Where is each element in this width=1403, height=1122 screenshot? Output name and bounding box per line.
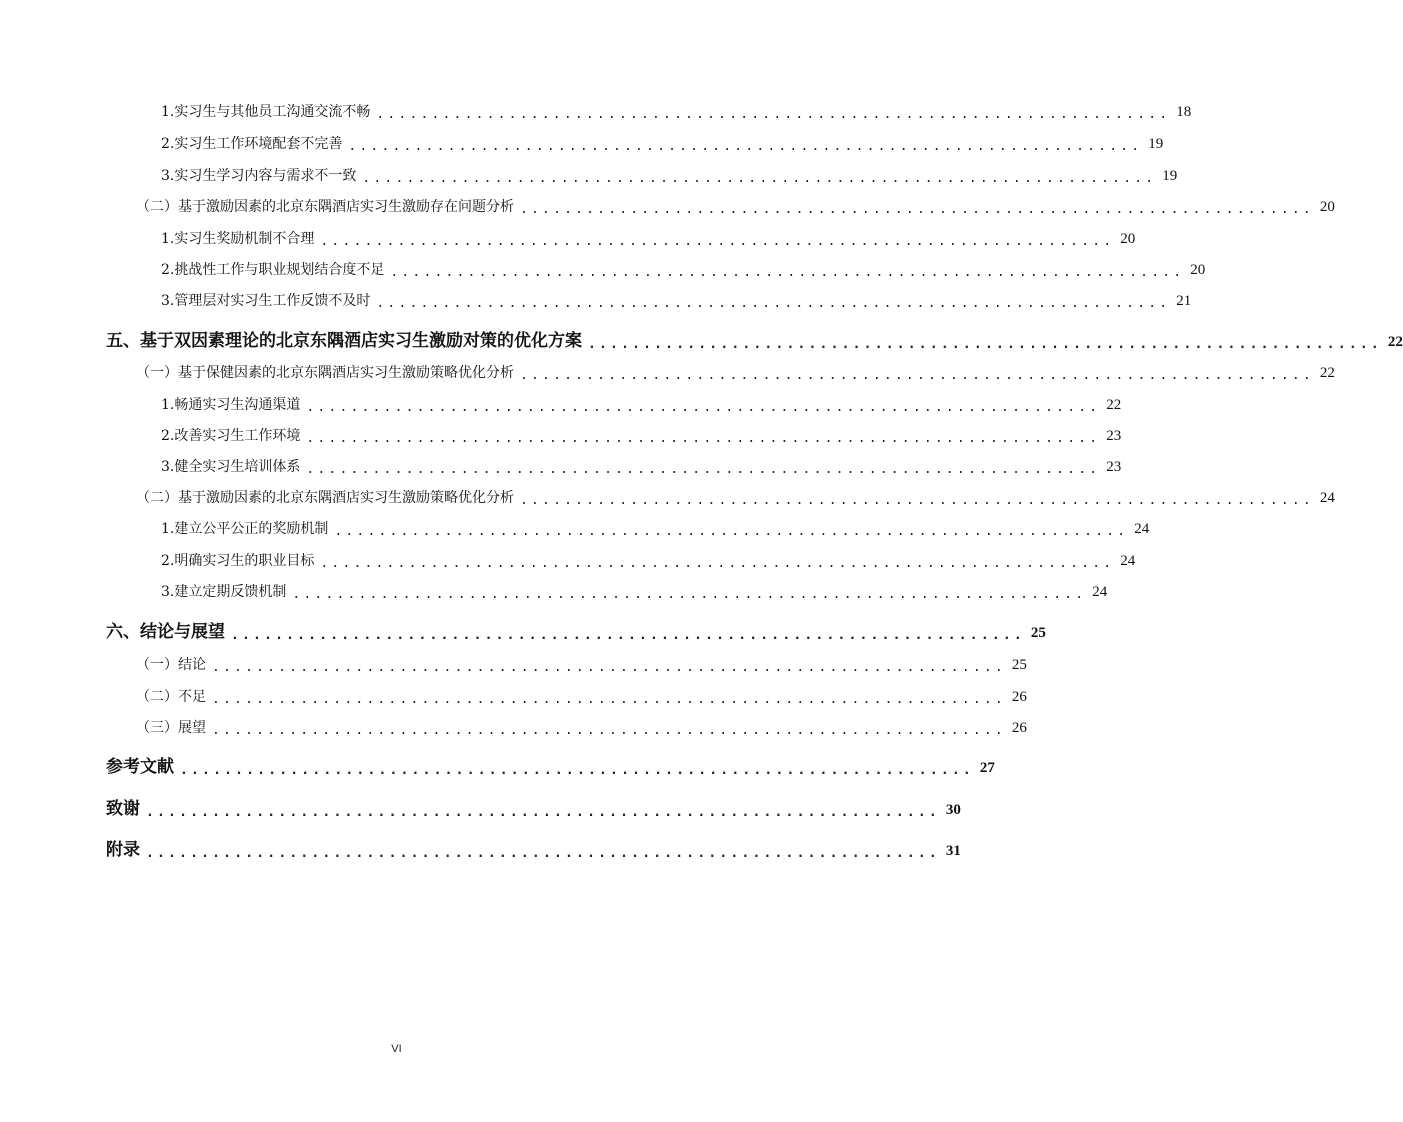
toc-page-number: 26 — [1011, 689, 1027, 705]
leader-dots: ........................................................................ — [520, 202, 1314, 217]
toc-page-number: 18 — [1176, 104, 1192, 120]
toc-entry[interactable] — [161, 228, 1136, 249]
leader-dots: ........................................................................ — [320, 556, 1115, 571]
toc-page-number: 20 — [1190, 262, 1206, 278]
leader-dots: ........................................................................ — [212, 660, 1006, 675]
leader-dots: ........................................................................ — [520, 493, 1314, 508]
toc-chapter-entry[interactable] — [106, 835, 961, 861]
toc-entry-label: （二）基于激励因素的北京东隅酒店实习生激励策略优化分析 — [136, 490, 514, 506]
toc-page-number: 24 — [1120, 553, 1136, 569]
leader-dots: ........................................................................ — [306, 462, 1101, 477]
toc-entry-label: 1.实习生与其他员工沟通交流不畅 — [161, 104, 371, 120]
toc-page-number: 22 — [1387, 334, 1403, 350]
toc-entry[interactable] — [161, 259, 1206, 280]
toc-page-number: 23 — [1106, 428, 1122, 444]
toc-page-number: 20 — [1319, 199, 1335, 215]
leader-dots: ........................................................................ — [212, 723, 1006, 738]
toc-page-number: 19 — [1148, 136, 1164, 152]
leader-dots: ........................................................................ — [376, 107, 1171, 122]
toc-entry[interactable] — [136, 362, 1335, 383]
toc-entry-label: （二）基于激励因素的北京东隅酒店实习生激励存在问题分析 — [136, 199, 514, 215]
leader-dots: ........................................................................ — [231, 628, 1025, 643]
leader-dots: ........................................................................ — [520, 368, 1314, 383]
toc-entry[interactable] — [161, 394, 1122, 415]
leader-dots: ........................................................................ — [180, 763, 974, 778]
toc-entry[interactable] — [161, 165, 1178, 186]
toc-entry-label: 1.建立公平公正的奖励机制 — [161, 521, 329, 537]
leader-dots: ........................................................................ — [390, 265, 1185, 280]
toc-entry[interactable] — [161, 550, 1136, 571]
toc-entry[interactable] — [136, 717, 1027, 738]
toc-entry-label: 1.实习生奖励机制不合理 — [161, 231, 315, 247]
leader-dots: ........................................................................ — [212, 692, 1006, 707]
leader-dots: ........................................................................ — [362, 171, 1157, 186]
toc-entry-label: 3.实习生学习内容与需求不一致 — [161, 168, 357, 184]
leader-dots: ........................................................................ — [348, 139, 1143, 154]
toc-page-number: 24 — [1134, 521, 1150, 537]
toc-entry-label: 2.实习生工作环境配套不完善 — [161, 136, 343, 152]
leader-dots: ........................................................................ — [146, 846, 940, 861]
leader-dots: ........................................................................ — [306, 400, 1101, 415]
toc-chapter-entry[interactable] — [106, 794, 961, 820]
toc-page-number: 26 — [1011, 720, 1027, 736]
toc-chapter-entry[interactable] — [106, 617, 1046, 643]
toc-page-number: 23 — [1106, 459, 1122, 475]
page-number-footer: VI — [391, 1043, 402, 1055]
toc-entry-label: 2.改善实习生工作环境 — [161, 428, 301, 444]
leader-dots: ........................................................................ — [376, 296, 1171, 311]
toc-entry-label: 3.管理层对实习生工作反馈不及时 — [161, 293, 371, 309]
leader-dots: ........................................................................ — [306, 431, 1101, 446]
toc-entry-label: 六、结论与展望 — [106, 622, 225, 642]
toc-page-number: 22 — [1106, 397, 1122, 413]
leader-dots: ........................................................................ — [292, 587, 1087, 602]
toc-page-number: 25 — [1011, 657, 1027, 673]
leader-dots: ........................................................................ — [588, 337, 1382, 352]
toc-page-number: 21 — [1176, 293, 1192, 309]
toc-page-number: 20 — [1120, 231, 1136, 247]
toc-entry[interactable] — [161, 456, 1122, 477]
toc-entry-label: 附录 — [106, 840, 140, 860]
toc-page-number: 27 — [979, 760, 995, 776]
toc-entry-label: （二）不足 — [136, 689, 206, 705]
leader-dots: ........................................................................ — [334, 524, 1129, 539]
toc-entry-label: 2.挑战性工作与职业规划结合度不足 — [161, 262, 385, 278]
toc-entry-label: 五、基于双因素理论的北京东隅酒店实习生激励对策的优化方案 — [106, 331, 582, 351]
toc-entry-label: 2.明确实习生的职业目标 — [161, 553, 315, 569]
toc-entry[interactable] — [161, 518, 1150, 539]
toc-page-number: 19 — [1162, 168, 1178, 184]
leader-dots: ........................................................................ — [320, 234, 1115, 249]
toc-entry[interactable] — [136, 686, 1027, 707]
toc-entry-label: 参考文献 — [106, 757, 174, 777]
toc-entry-label: （一）结论 — [136, 657, 206, 673]
toc-page-number: 30 — [945, 802, 961, 818]
toc-entry[interactable] — [161, 101, 1192, 122]
toc-page-number: 24 — [1092, 584, 1108, 600]
toc-chapter-entry[interactable] — [106, 326, 1403, 352]
leader-dots: ........................................................................ — [146, 805, 940, 820]
toc-entry[interactable] — [136, 487, 1335, 508]
toc-entry-label: 3.健全实习生培训体系 — [161, 459, 301, 475]
toc-entry-label: （一）基于保健因素的北京东隅酒店实习生激励策略优化分析 — [136, 365, 514, 381]
toc-entry[interactable] — [161, 133, 1164, 154]
toc-entry-label: 致谢 — [106, 799, 140, 819]
toc-entry[interactable] — [136, 654, 1027, 675]
toc-page-number: 24 — [1319, 490, 1335, 506]
toc-entry[interactable] — [161, 290, 1192, 311]
toc-page-number: 25 — [1030, 625, 1046, 641]
toc-page-number: 22 — [1319, 365, 1335, 381]
toc-entry[interactable] — [136, 196, 1335, 217]
toc-entry-label: 1.畅通实习生沟通渠道 — [161, 397, 301, 413]
toc-page-number: 31 — [945, 843, 961, 859]
toc-entry[interactable] — [161, 425, 1122, 446]
toc-entry[interactable] — [161, 581, 1108, 602]
toc-entry-label: （三）展望 — [136, 720, 206, 736]
toc-entry-label: 3.建立定期反馈机制 — [161, 584, 287, 600]
toc-chapter-entry[interactable] — [106, 752, 995, 778]
